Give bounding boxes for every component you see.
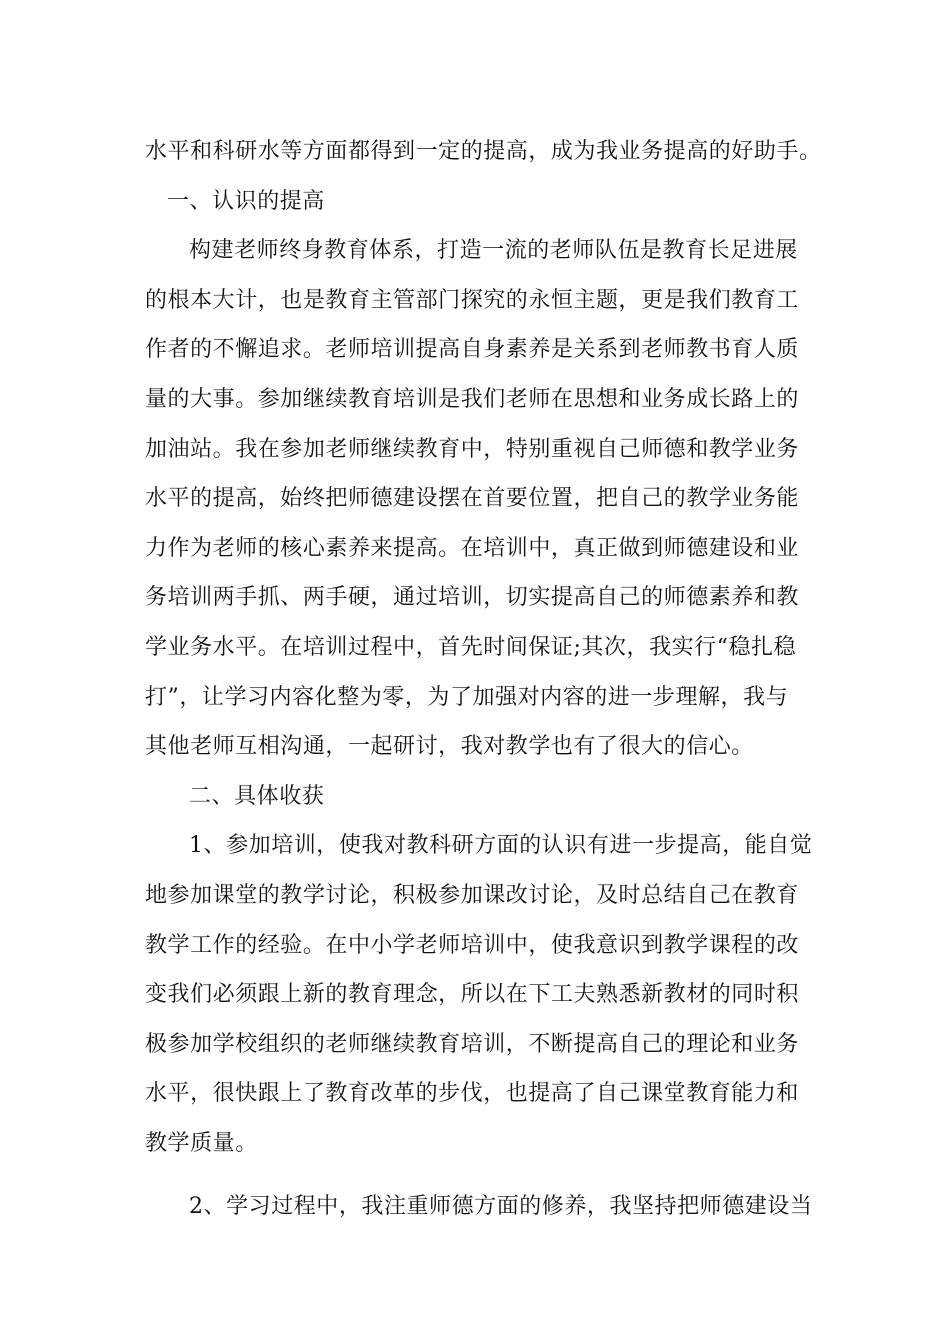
text-line: 变我们必须跟上新的教育理念，所以在下工夫熟悉新教材的同时积 (145, 982, 799, 1008)
section-heading: 一、认识的提高 (167, 188, 325, 214)
text-line: 水平和科研水等方面都得到一定的提高，成为我业务提高的好助手。 (145, 139, 822, 164)
text-line: 教学质量。 (145, 1130, 258, 1156)
section-heading: 二、具体收获 (189, 783, 325, 809)
paragraph-first-line: 构建老师终身教育体系，打造一流的老师队伍是教育长足进展 (189, 238, 798, 264)
text-line: 其他老师互相沟通，一起研讨，我对教学也有了很大的信心。 (145, 734, 754, 760)
text-line: 水平的提高，始终把师德建设摆在首要位置，把自己的教学业务能 (145, 486, 799, 512)
text-line: 务培训两手抓、两手硬，通过培训，切实提高自己的师德素养和教 (145, 585, 799, 611)
text-line: 地参加课堂的教学讨论，积极参加课改讨论，及时总结自己在教育 (145, 882, 799, 908)
text-line: 教学工作的经验。在中小学老师培训中，使我意识到教学课程的改 (145, 932, 799, 958)
paragraph-first-line: 2、学习过程中，我注重师德方面的修养，我坚持把师德建设当 (189, 1194, 813, 1220)
text-line: 水平，很快跟上了教育改革的步伐，也提高了自己课堂教育能力和 (145, 1081, 799, 1107)
paragraph-first-line: 1、参加培训，使我对教科研方面的认识有进一步提高，能自觉 (189, 833, 813, 859)
text-line: 加油站。我在参加老师继续教育中，特别重视自己师德和教学业务 (145, 436, 799, 462)
text-line: 力作为老师的核心素养来提高。在培训中，真正做到师德建设和业 (145, 535, 799, 561)
text-line: 极参加学校组织的老师继续教育培训，不断提高自己的理论和业务 (145, 1031, 799, 1057)
text-line: 量的大事。参加继续教育培训是我们老师在思想和业务成长路上的 (145, 386, 799, 412)
paragraph-gap (145, 1168, 815, 1182)
document-body (145, 127, 822, 1232)
text-line: 的根本大计，也是教育主管部门探究的永恒主题，更是我们教育工 (145, 287, 799, 313)
text-line: 作者的不懈追求。老师培训提高自身素养是关系到老师教书育人质 (145, 337, 799, 363)
text-line: 打”，让学习内容化整为零，为了加强对内容的进一步理解，我与 (145, 684, 789, 710)
text-line: 学业务水平。在培训过程中，首先时间保证;其次，我实行“稳扎稳 (145, 634, 797, 660)
